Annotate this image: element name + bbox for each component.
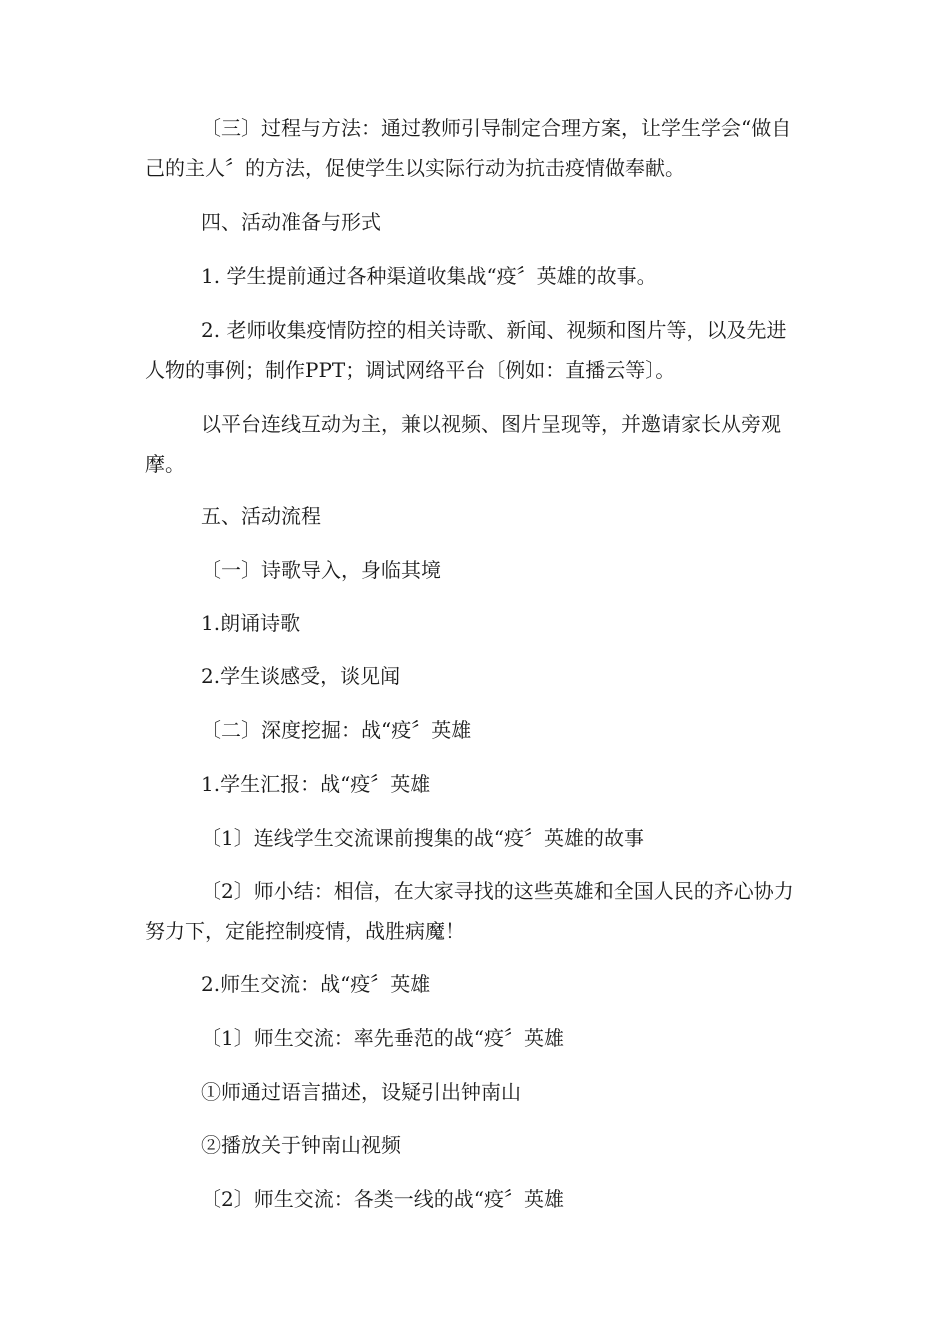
list-item-share: 2.学生谈感受，谈见闻	[201, 664, 401, 688]
heading-preparation: 四、活动准备与形式	[201, 210, 381, 234]
list-item-connect-students: 〔1〕连线学生交流课前搜集的战“疫〞英雄的故事	[201, 826, 644, 850]
heading-activity-flow: 五、活动流程	[201, 504, 321, 528]
list-item-teacher-summary: 〔2〕师小结：相信，在大家寻找的这些英雄和全国人民的齐心协力努力下，定能控制疫情，战胜病魔！	[145, 879, 794, 943]
list-item-frontline-heroes: 〔2〕师生交流：各类一线的战“疫〞英雄	[201, 1187, 564, 1211]
list-item-zhong-nanshan-intro: ①师通过语言描述，设疑引出钟南山	[201, 1080, 521, 1104]
list-item-prep-2: 2. 老师收集疫情防控的相关诗歌、新闻、视频和图片等，以及先进人物的事例；制作PPT；调试网络平台〔例如：直播云等〕。	[145, 318, 787, 382]
paragraph-process-method: 〔三〕过程与方法：通过教师引导制定合理方案，让学生学会“做自己的主人〞的方法，促使学生以实际行动为抗击疫情做奉献。	[145, 116, 792, 180]
list-item-prep-1: 1. 学生提前通过各种渠道收集战“疫〞英雄的故事。	[201, 264, 657, 288]
list-item-recite: 1.朗诵诗歌	[201, 611, 301, 635]
subheading-poetry-intro: 〔一〕诗歌导入，身临其境	[201, 558, 441, 582]
list-item-student-report: 1.学生汇报：战“疫〞英雄	[201, 772, 431, 796]
list-item-zhong-nanshan-video: ②播放关于钟南山视频	[201, 1133, 401, 1157]
list-item-exemplary-heroes: 〔1〕师生交流：率先垂范的战“疫〞英雄	[201, 1026, 564, 1050]
list-item-teacher-student-exchange: 2.师生交流：战“疫〞英雄	[201, 972, 431, 996]
paragraph-format: 以平台连线互动为主，兼以视频、图片呈现等，并邀请家长从旁观摩。	[145, 412, 781, 476]
subheading-deep-dig: 〔二〕深度挖掘：战“疫〞英雄	[201, 718, 472, 742]
